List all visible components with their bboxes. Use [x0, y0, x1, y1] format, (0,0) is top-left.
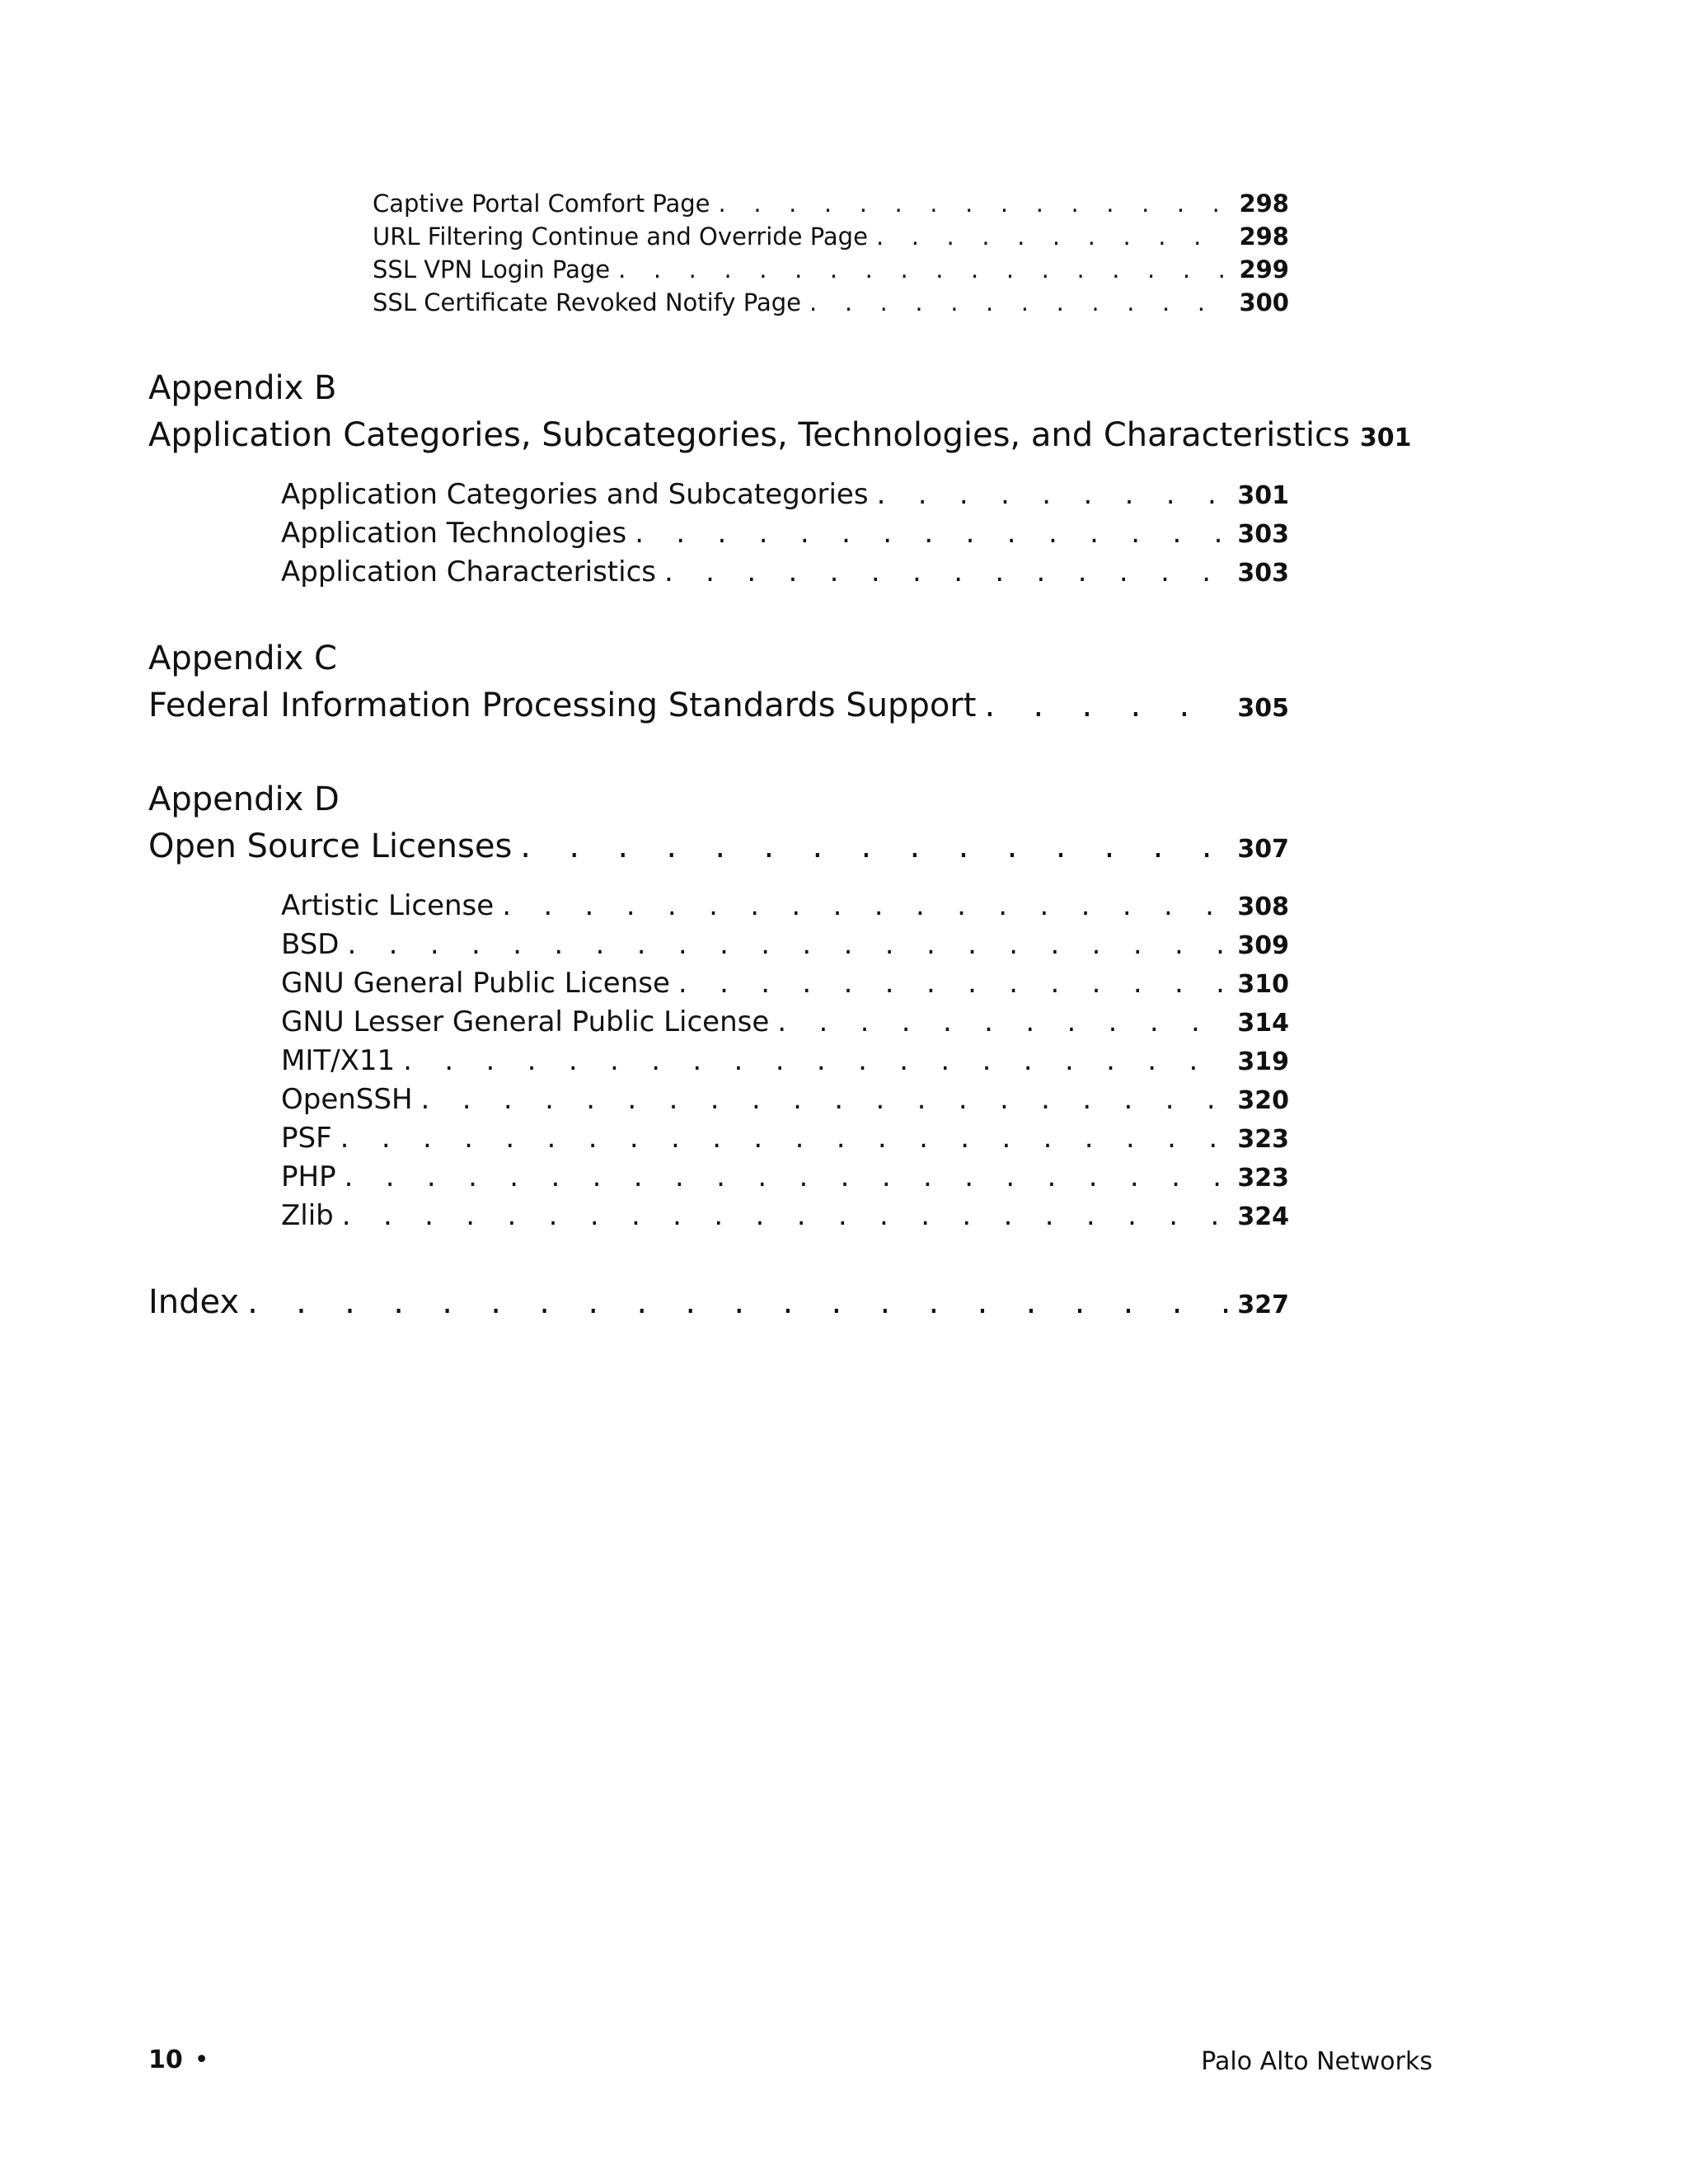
index-entry[interactable] [148, 1283, 1289, 1321]
toc-heading-title: Index [148, 1283, 240, 1321]
toc-page-number: 327 [1237, 1291, 1289, 1319]
toc-page-number: 301 [1237, 481, 1289, 510]
toc-page-number: 323 [1237, 1125, 1289, 1154]
toc-entry-label: PSF [281, 1122, 332, 1155]
toc-entry-label: MIT/X11 [281, 1044, 396, 1077]
toc-entry[interactable] [281, 1044, 1289, 1077]
appendix-b-title-entry[interactable] [148, 416, 1412, 454]
appendix-d-title-entry[interactable] [148, 827, 1289, 865]
toc-entry-label: Artistic License [281, 889, 495, 922]
toc-entry[interactable] [281, 1083, 1289, 1116]
footer-bullet: • [194, 2046, 209, 2074]
toc-page-number: 298 [1239, 223, 1289, 251]
toc-entry-label: GNU Lesser General Public License [281, 1005, 770, 1038]
page-number: 10 [148, 2046, 183, 2074]
dot-leader [618, 255, 1231, 284]
toc-page-number: 301 [1359, 424, 1412, 452]
toc-entry-label: BSD [281, 928, 340, 961]
toc-entry[interactable] [281, 517, 1289, 550]
toc-entry[interactable] [281, 1160, 1289, 1193]
toc-page-number: 308 [1237, 893, 1289, 921]
toc-entry-label: OpenSSH [281, 1083, 413, 1116]
toc-entry[interactable] [281, 889, 1289, 922]
appendix-c-title-entry[interactable] [148, 687, 1289, 724]
toc-entry[interactable] [373, 190, 1289, 218]
toc-entry[interactable] [281, 1122, 1289, 1155]
dot-leader [502, 889, 1229, 922]
dot-leader [340, 1122, 1230, 1155]
toc-page-number: 305 [1237, 694, 1289, 723]
dot-leader [876, 223, 1231, 251]
toc-heading-title: Federal Information Processing Standards Support [148, 687, 977, 724]
dot-leader [403, 1044, 1229, 1077]
toc-entry-label: Captive Portal Comfort Page [373, 190, 710, 218]
toc-entry-label: SSL VPN Login Page [373, 255, 611, 284]
dot-leader [678, 967, 1229, 1000]
toc-heading-title: Application Categories, Subcategories, Technologies, and Characteristics [148, 416, 1350, 454]
toc-entry-label: GNU General Public License [281, 967, 670, 1000]
toc-page-number: 309 [1237, 931, 1289, 960]
dot-leader [345, 1160, 1230, 1193]
toc-entry[interactable] [373, 255, 1289, 284]
toc-page-number: 303 [1237, 520, 1289, 549]
appendix-c-label: Appendix C [148, 640, 337, 677]
dot-leader [877, 478, 1230, 511]
toc-page-number: 323 [1237, 1164, 1289, 1193]
toc-page-number: 298 [1239, 190, 1289, 218]
toc-entry-label: Application Technologies [281, 517, 627, 550]
dot-leader [809, 288, 1231, 316]
appendix-b-label: Appendix B [148, 369, 337, 407]
toc-page-number: 320 [1237, 1086, 1289, 1115]
dot-leader [342, 1199, 1230, 1232]
dot-leader [421, 1083, 1230, 1116]
toc-entry[interactable] [281, 967, 1289, 1000]
dot-leader [719, 190, 1231, 218]
toc-entry[interactable] [281, 928, 1289, 961]
dot-leader [520, 827, 1229, 865]
toc-page-number: 299 [1239, 255, 1289, 284]
toc-entry[interactable] [281, 478, 1289, 511]
toc-entry-label: URL Filtering Continue and Override Page [373, 223, 868, 251]
toc-entry-label: SSL Certificate Revoked Notify Page [373, 288, 802, 316]
appendix-d-label: Appendix D [148, 780, 340, 818]
toc-page-number: 307 [1237, 835, 1289, 864]
toc-entry-label: Application Categories and Subcategories [281, 478, 869, 511]
toc-entry[interactable] [281, 555, 1289, 588]
dot-leader [984, 687, 1229, 724]
dot-leader [635, 517, 1229, 550]
dot-leader [777, 1005, 1229, 1038]
dot-leader [664, 555, 1229, 588]
toc-entry[interactable] [281, 1199, 1289, 1232]
toc-page-number: 303 [1237, 559, 1289, 588]
toc-heading-title: Open Source Licenses [148, 827, 513, 865]
dot-leader [348, 928, 1230, 961]
toc-page-number: 319 [1237, 1047, 1289, 1076]
toc-entry-label: Zlib [281, 1199, 334, 1232]
footer-page-number [148, 2046, 209, 2074]
toc-entry[interactable] [373, 223, 1289, 251]
toc-entry[interactable] [373, 288, 1289, 316]
toc-entry-label: PHP [281, 1160, 336, 1193]
toc-entry-label: Application Characteristics [281, 555, 656, 588]
toc-page-number: 324 [1237, 1202, 1289, 1231]
dot-leader [247, 1283, 1229, 1321]
toc-page-number: 314 [1237, 1009, 1289, 1038]
toc-page-number: 310 [1237, 970, 1289, 999]
toc-entry[interactable] [281, 1005, 1289, 1038]
toc-page-number: 300 [1239, 288, 1289, 316]
footer-company: Palo Alto Networks [1201, 2047, 1432, 2076]
